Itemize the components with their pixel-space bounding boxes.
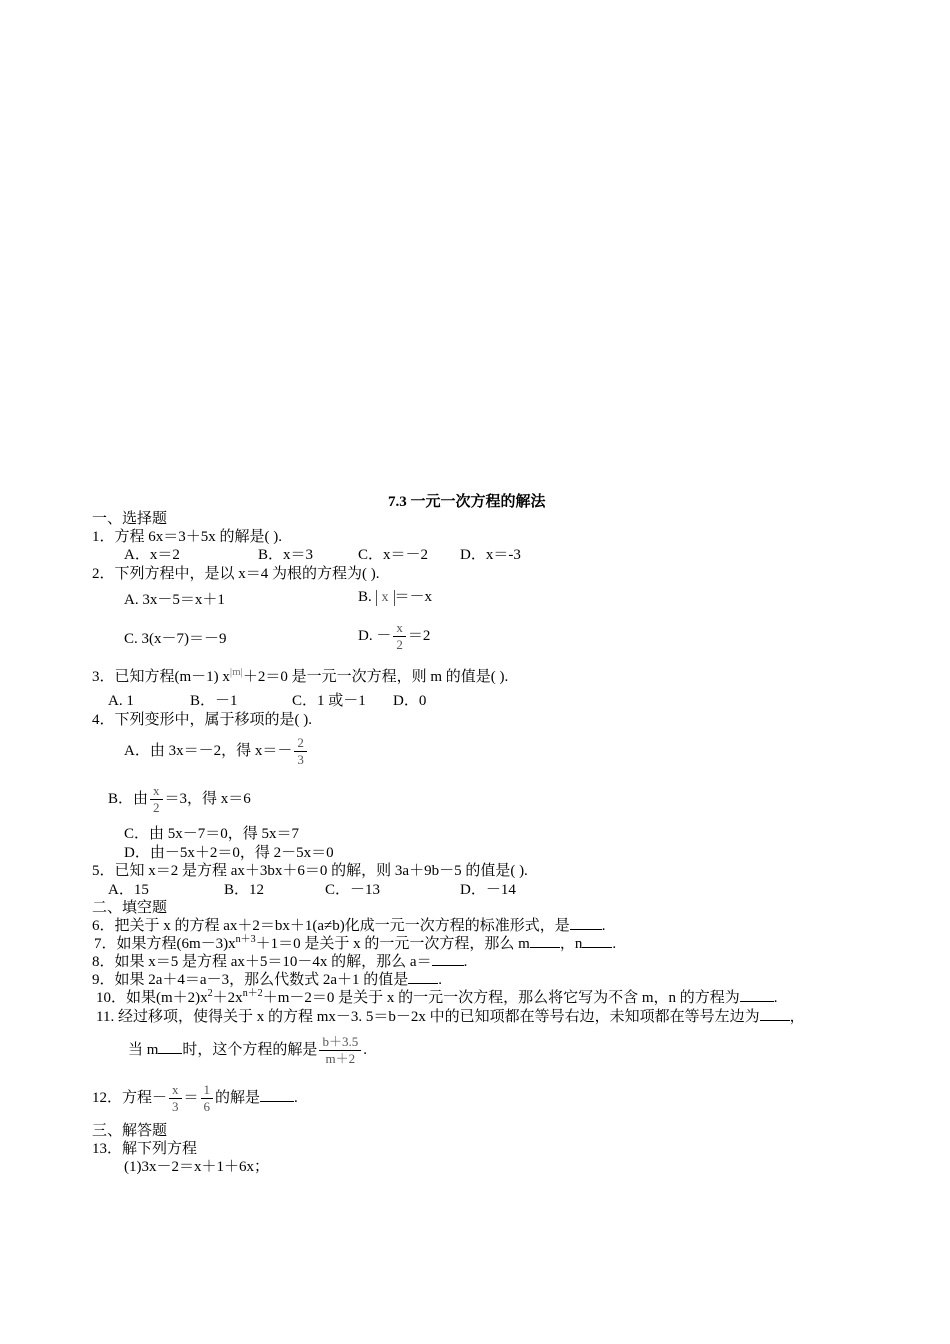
q2-d-suffix: ＝2 [407,628,431,644]
q11-denominator: m＋2 [325,1051,356,1067]
q8-end: . [463,954,468,970]
q3-exponent: |m| [229,666,243,678]
q9-text: 9．如果 2a＋4＝a－3，那么代数式 2a＋1 的值是 [92,972,409,988]
q11-end: ， [789,1009,805,1025]
q10-text-b: ＋2x [212,990,243,1006]
q7-text-b: ＋1＝0 是关于 x 的一元一次方程，那么 m [255,936,530,952]
q2-b-absolute-value: x [376,590,395,606]
q4-b-numerator: x [150,783,163,800]
question-10 [96,989,778,1007]
q11-answer-blank[interactable] [760,1008,790,1021]
q5-option-a: A．15 [108,882,149,898]
q12-end: . [294,1090,298,1106]
q5-option-d: D．－14 [460,882,516,898]
q12-answer-blank[interactable] [260,1089,294,1102]
q9-answer-blank[interactable] [408,971,438,984]
q3-stem-part2: ＋2＝0 是一元一次方程，则 m 的值是( ). [242,669,509,685]
question-1: 1．方程 6x＝3＋5x 的解是( ). [92,529,282,545]
q11-text: 11. 经过移项，使得关于 x 的方程 mx－3. 5＝b－2x 中的已知项都在等号右边，未知项都在等号左边为 [96,1009,760,1025]
q4-a-numerator: 2 [294,735,307,752]
q2-d-prefix: D. － [358,628,392,644]
question-3 [92,668,508,686]
question-4: 4．下列变形中，属于移项的是( ). [92,712,312,728]
q2-b-prefix: B. [358,589,372,605]
q8-text: 8．如果 x＝5 是方程 ax＋5＝10－4x 的解，那么 a＝ [92,954,432,970]
q12-text-b: 的解是 [215,1090,261,1106]
q12-numerator-1: x [169,1082,182,1099]
question-9 [92,971,442,989]
q12-fraction-2 [201,1082,214,1115]
q11-line2-end: . [363,1042,367,1058]
q9-end: . [438,972,442,988]
q12-denominator-2: 6 [203,1099,211,1115]
q6-end: . [601,918,606,934]
q4-b-denominator: 2 [153,800,160,816]
question-13: 13．解下列方程 [92,1141,198,1157]
q12-fraction-1 [169,1082,182,1115]
q5-option-b: B．12 [224,882,265,898]
q11-numerator: b＋3.5 [319,1034,361,1051]
q3-option-b: B．－1 [190,693,238,709]
question-11-line2 [128,1032,367,1068]
section-choice-heading: 一、选择题 [92,511,168,527]
question-8 [92,953,467,971]
q1-option-b: B．x＝3 [258,547,314,563]
q11-line2-a: 当 m [128,1042,159,1058]
question-2: 2．下列方程中，是以 x＝4 为根的方程为( ). [92,566,380,582]
q2-option-c: C. 3(x－7)＝－9 [124,631,227,647]
q1-option-d: D．x＝-3 [460,547,521,563]
q2-option-a: A. 3x－5＝x＋1 [124,592,225,608]
question-12 [92,1080,298,1116]
q1-option-a: A．x＝2 [124,547,180,563]
q4-b-prefix: B．由 [108,791,149,807]
page-title: 7.3 一元一次方程的解法 [388,494,546,510]
q2-d-fraction [393,620,406,653]
section-fill-heading: 二、填空题 [92,900,168,916]
q3-option-c: C．1 或－1 [292,693,366,709]
q2-b-suffix: ＝－x [394,589,433,605]
q6-answer-blank[interactable] [570,917,602,930]
q11-m-blank[interactable] [158,1041,182,1054]
q3-stem-part1: 3．已知方程(m－1) x [92,669,230,685]
q10-end: . [773,990,778,1006]
q10-answer-blank[interactable] [740,989,774,1002]
q2-d-numerator: x [393,620,406,637]
q10-text-a: 10．如果(m＋2)x [96,990,208,1006]
question-13-part-1: (1)3x－2＝x＋1＋6x； [124,1159,269,1175]
q12-equals: ＝ [183,1090,199,1106]
q4-option-d: D．由－5x＋2＝0，得 2－5x＝0 [124,845,334,861]
q10-exponent-1: 2 [207,988,213,999]
q4-b-suffix: ＝3，得 x＝6 [164,791,251,807]
q2-d-denominator: 2 [396,637,403,653]
q4-a-fraction [294,735,307,768]
q4-b-fraction [150,783,163,816]
q7-end: . [612,936,617,952]
q4-a-prefix: A．由 3x＝－2，得 x＝－ [124,743,293,759]
q7-text-a: 7．如果方程(6m－3)x [94,936,236,952]
question-7 [94,935,616,953]
section-solve-heading: 三、解答题 [92,1123,168,1139]
q12-denominator-1: 3 [172,1099,179,1115]
q2-option-d [358,618,430,654]
q3-option-d: D．0 [393,693,427,709]
q5-option-c: C．－13 [325,882,381,898]
q7-m-blank[interactable] [530,935,560,948]
q7-text-c: ，n [559,936,583,952]
question-5: 5．已知 x＝2 是方程 ax＋3bx＋6＝0 的解，则 3a＋9b－5 的值是( ). [92,863,528,879]
question-6 [92,917,606,935]
q11-line2-b: 时，这个方程的解是 [182,1042,318,1058]
q12-text-a: 12．方程－ [92,1090,168,1106]
q2-option-b [358,588,432,606]
q4-option-a [124,733,309,769]
q10-exponent-2: n＋2 [242,988,263,999]
q12-numerator-2: 1 [201,1082,214,1099]
q11-fraction [319,1034,361,1067]
q7-exponent: n＋3 [235,934,256,945]
q1-option-c: C．x＝－2 [358,547,429,563]
q4-option-c: C．由 5x－7＝0，得 5x＝7 [124,826,300,842]
q4-option-b [108,781,251,817]
q7-n-blank[interactable] [582,935,612,948]
question-11 [96,1008,805,1026]
q10-text-c: ＋m－2＝0 是关于 x 的一元一次方程，那么将它写为不含 m，n 的方程为 [262,990,740,1006]
q3-option-a: A. 1 [108,693,134,709]
q4-a-denominator: 3 [297,752,304,768]
q6-text: 6．把关于 x 的方程 ax＋2＝bx＋1(a≠b)化成一元一次方程的标准形式，是 [92,918,570,934]
q8-answer-blank[interactable] [432,953,464,966]
